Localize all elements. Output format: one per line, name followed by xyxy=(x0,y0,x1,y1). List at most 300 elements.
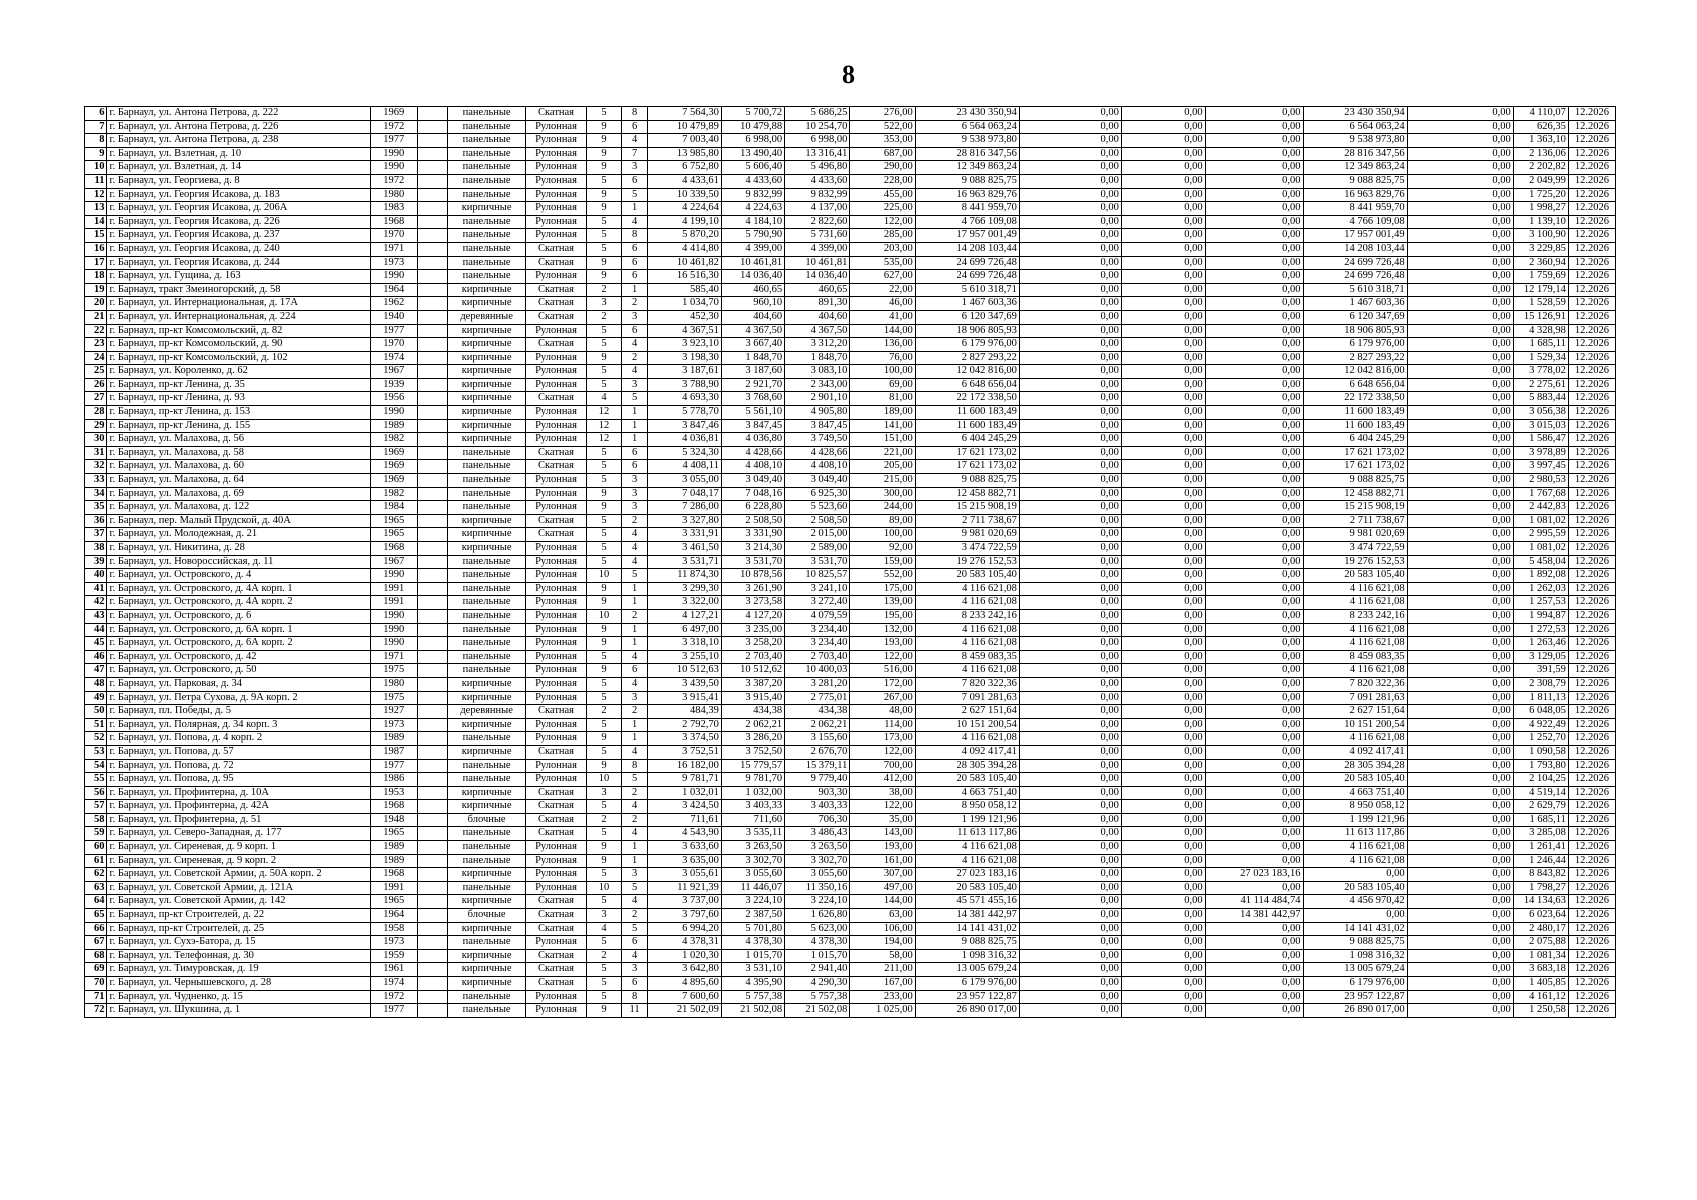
table-cell: Рулонная xyxy=(525,474,586,488)
table-cell: 1969 xyxy=(370,107,417,121)
table-cell: 5 xyxy=(621,392,648,406)
table-cell: 3 255,10 xyxy=(648,650,721,664)
table-cell: 6 404 245,29 xyxy=(915,433,1019,447)
table-cell: 0,00 xyxy=(1121,909,1205,923)
table-cell: 9 xyxy=(587,623,622,637)
table-cell: 0,00 xyxy=(1407,419,1513,433)
table-cell: 0,00 xyxy=(1205,977,1303,991)
table-cell: 0,00 xyxy=(1121,188,1205,202)
table-cell: 6 752,80 xyxy=(648,161,721,175)
table-cell: Рулонная xyxy=(525,161,586,175)
table-cell: 0,00 xyxy=(1019,609,1121,623)
table-cell: 1948 xyxy=(370,813,417,827)
table-cell: 6 xyxy=(621,664,648,678)
table-cell: 1927 xyxy=(370,705,417,719)
table-cell: 12.2026 xyxy=(1568,759,1615,773)
table-cell: 1 139,10 xyxy=(1513,215,1568,229)
table-row xyxy=(85,324,1616,338)
table-cell xyxy=(417,582,448,596)
table-cell: 5 xyxy=(587,338,622,352)
table-cell: панельные xyxy=(448,446,526,460)
table-cell xyxy=(417,351,448,365)
table-cell: 0,00 xyxy=(1121,800,1205,814)
table-cell: 9 088 825,75 xyxy=(915,174,1019,188)
table-cell: 5 xyxy=(587,677,622,691)
table-cell: 2 629,79 xyxy=(1513,800,1568,814)
table-cell: 0,00 xyxy=(1121,107,1205,121)
table-cell: Рулонная xyxy=(525,868,586,882)
table-cell: 2 480,17 xyxy=(1513,922,1568,936)
table-row xyxy=(85,419,1616,433)
table-cell: 28 305 394,28 xyxy=(1303,759,1407,773)
table-cell: 267,00 xyxy=(850,691,915,705)
table-cell: 0,00 xyxy=(1121,256,1205,270)
table-cell xyxy=(417,446,448,460)
table-cell: 0,00 xyxy=(1205,963,1303,977)
table-cell: 12.2026 xyxy=(1568,446,1615,460)
table-cell: 290,00 xyxy=(850,161,915,175)
table-cell: 0,00 xyxy=(1407,813,1513,827)
table-cell: 193,00 xyxy=(850,841,915,855)
table-cell: 1 363,10 xyxy=(1513,134,1568,148)
table-cell: панельные xyxy=(448,609,526,623)
table-cell: Скатная xyxy=(525,528,586,542)
table-cell: 0,00 xyxy=(1205,474,1303,488)
table-cell: 54 xyxy=(85,759,107,773)
table-cell: Скатная xyxy=(525,283,586,297)
table-cell: 10 461,81 xyxy=(785,256,850,270)
table-cell: 10 512,63 xyxy=(648,664,721,678)
table-cell: 0,00 xyxy=(1205,378,1303,392)
table-cell: 0,00 xyxy=(1407,514,1513,528)
table-cell: 203,00 xyxy=(850,242,915,256)
table-row xyxy=(85,854,1616,868)
table-cell: 0,00 xyxy=(1205,677,1303,691)
table-row xyxy=(85,378,1616,392)
table-row xyxy=(85,161,1616,175)
table-cell: 244,00 xyxy=(850,501,915,515)
table-cell: 3 424,50 xyxy=(648,800,721,814)
table-cell xyxy=(417,677,448,691)
table-cell: 13 985,80 xyxy=(648,147,721,161)
table-cell: 0,00 xyxy=(1407,868,1513,882)
table-cell: 12.2026 xyxy=(1568,338,1615,352)
table-cell: 17 957 001,49 xyxy=(1303,229,1407,243)
table-cell: 4 127,21 xyxy=(648,609,721,623)
table-cell: г. Барнаул, ул. Петра Сухова, д. 9А корп. 2 xyxy=(107,691,370,705)
table-cell: г. Барнаул, пр-кт Ленина, д. 93 xyxy=(107,392,370,406)
table-cell: 29 xyxy=(85,419,107,433)
table-cell: 3 258,20 xyxy=(721,637,784,651)
table-cell: 61 xyxy=(85,854,107,868)
table-cell: 4 328,98 xyxy=(1513,324,1568,338)
table-cell: 144,00 xyxy=(850,895,915,909)
table-cell: 455,00 xyxy=(850,188,915,202)
table-cell: 22,00 xyxy=(850,283,915,297)
table-cell: 3 847,45 xyxy=(785,419,850,433)
table-cell: деревянные xyxy=(448,310,526,324)
table-cell: 1 811,13 xyxy=(1513,691,1568,705)
table-cell: 0,00 xyxy=(1019,841,1121,855)
table-cell: 6 xyxy=(621,446,648,460)
table-cell: 0,00 xyxy=(1121,650,1205,664)
table-cell: 3 752,50 xyxy=(721,745,784,759)
table-row xyxy=(85,215,1616,229)
table-cell: 1 848,70 xyxy=(785,351,850,365)
table-cell xyxy=(417,161,448,175)
table-cell: 0,00 xyxy=(1205,555,1303,569)
table-cell: г. Барнаул, ул. Малахова, д. 64 xyxy=(107,474,370,488)
table-cell: 8 459 083,35 xyxy=(915,650,1019,664)
table-cell: 0,00 xyxy=(1205,773,1303,787)
table-cell: 9 xyxy=(587,202,622,216)
table-cell: 4 408,11 xyxy=(648,460,721,474)
table-cell: 25 xyxy=(85,365,107,379)
table-cell: 58,00 xyxy=(850,949,915,963)
table-cell: 1977 xyxy=(370,1004,417,1018)
table-cell: г. Барнаул, ул. Попова, д. 95 xyxy=(107,773,370,787)
table-cell: 7 286,00 xyxy=(648,501,721,515)
table-cell: 0,00 xyxy=(1019,310,1121,324)
table-row xyxy=(85,637,1616,651)
table-cell: 215,00 xyxy=(850,474,915,488)
table-cell: Рулонная xyxy=(525,147,586,161)
table-row xyxy=(85,909,1616,923)
table-cell: 2 xyxy=(621,909,648,923)
table-cell: 1986 xyxy=(370,773,417,787)
table-cell: 1958 xyxy=(370,922,417,936)
table-cell xyxy=(417,283,448,297)
table-cell: 0,00 xyxy=(1407,202,1513,216)
table-cell: 1 250,58 xyxy=(1513,1004,1568,1018)
table-cell: 4 xyxy=(621,800,648,814)
table-row xyxy=(85,120,1616,134)
table-cell xyxy=(417,841,448,855)
table-cell: 23 957 122,87 xyxy=(915,990,1019,1004)
table-cell: 1 892,08 xyxy=(1513,569,1568,583)
table-cell: 4 367,51 xyxy=(648,324,721,338)
table-cell: 891,30 xyxy=(785,297,850,311)
table-cell: 28 816 347,56 xyxy=(1303,147,1407,161)
table-cell: 0,00 xyxy=(1121,990,1205,1004)
table-cell: г. Барнаул, ул. Взлетная, д. 14 xyxy=(107,161,370,175)
table-cell: 5 xyxy=(587,446,622,460)
table-cell: 4 116 621,08 xyxy=(915,623,1019,637)
table-cell: 1990 xyxy=(370,147,417,161)
table-cell: г. Барнаул, ул. Профинтерна, д. 42А xyxy=(107,800,370,814)
table-cell: 0,00 xyxy=(1205,786,1303,800)
table-cell: 0,00 xyxy=(1019,569,1121,583)
table-cell: 8 441 959,70 xyxy=(1303,202,1407,216)
table-cell: 516,00 xyxy=(850,664,915,678)
table-cell: 0,00 xyxy=(1205,827,1303,841)
table-cell: 0,00 xyxy=(1121,215,1205,229)
table-cell: 6 048,05 xyxy=(1513,705,1568,719)
table-cell: 1975 xyxy=(370,664,417,678)
table-cell: 2 015,00 xyxy=(785,528,850,542)
table-cell: Рулонная xyxy=(525,202,586,216)
table-cell xyxy=(417,854,448,868)
table-cell: Скатная xyxy=(525,909,586,923)
table-cell: г. Барнаул, ул. Малахова, д. 69 xyxy=(107,487,370,501)
table-cell: Скатная xyxy=(525,256,586,270)
table-cell: 1989 xyxy=(370,854,417,868)
table-cell: г. Барнаул, ул. Новороссийская, д. 11 xyxy=(107,555,370,569)
table-cell: кирпичные xyxy=(448,338,526,352)
table-cell: 1991 xyxy=(370,881,417,895)
table-cell: 3 234,40 xyxy=(785,623,850,637)
table-cell: 205,00 xyxy=(850,460,915,474)
table-cell: 5 xyxy=(621,773,648,787)
table-cell: 0,00 xyxy=(1407,351,1513,365)
table-cell: 12.2026 xyxy=(1568,392,1615,406)
table-cell: 0,00 xyxy=(1407,800,1513,814)
table-cell: 233,00 xyxy=(850,990,915,1004)
table-cell: 13 005 679,24 xyxy=(1303,963,1407,977)
table-cell: 3 788,90 xyxy=(648,378,721,392)
table-cell: 69,00 xyxy=(850,378,915,392)
table-cell: 1969 xyxy=(370,474,417,488)
table-cell: 0,00 xyxy=(1205,922,1303,936)
table-cell: 9 088 825,75 xyxy=(915,936,1019,950)
table-cell: 1 529,34 xyxy=(1513,351,1568,365)
table-cell: 0,00 xyxy=(1407,705,1513,719)
table-cell: 0,00 xyxy=(1019,406,1121,420)
table-cell: 132,00 xyxy=(850,623,915,637)
table-cell: 0,00 xyxy=(1019,460,1121,474)
table-cell xyxy=(417,936,448,950)
table-row xyxy=(85,501,1616,515)
table-cell: 3 531,70 xyxy=(785,555,850,569)
table-cell: 4 116 621,08 xyxy=(1303,582,1407,596)
table-cell: 11 874,30 xyxy=(648,569,721,583)
table-cell: 4 110,07 xyxy=(1513,107,1568,121)
table-cell: Рулонная xyxy=(525,555,586,569)
table-cell: 14 141 431,02 xyxy=(915,922,1019,936)
table-cell: 0,00 xyxy=(1019,759,1121,773)
table-cell: 3 224,10 xyxy=(721,895,784,909)
table-cell: 19 276 152,53 xyxy=(1303,555,1407,569)
table-cell: г. Барнаул, ул. Сухэ-Батора, д. 15 xyxy=(107,936,370,950)
table-cell: 2 941,40 xyxy=(785,963,850,977)
table-cell: 12.2026 xyxy=(1568,732,1615,746)
table-cell: 0,00 xyxy=(1205,202,1303,216)
table-cell: 0,00 xyxy=(1019,977,1121,991)
table-cell: 9 981 020,69 xyxy=(1303,528,1407,542)
table-cell: г. Барнаул, ул. Короленко, д. 62 xyxy=(107,365,370,379)
table-cell: 585,40 xyxy=(648,283,721,297)
table-cell: 0,00 xyxy=(1121,134,1205,148)
table-cell: 0,00 xyxy=(1407,528,1513,542)
table-cell: 3 642,80 xyxy=(648,963,721,977)
table-cell: 1971 xyxy=(370,650,417,664)
table-cell: 12.2026 xyxy=(1568,854,1615,868)
table-body xyxy=(85,107,1616,1018)
table-cell: 3 847,45 xyxy=(721,419,784,433)
table-cell: 0,00 xyxy=(1019,283,1121,297)
table-cell: 40 xyxy=(85,569,107,583)
table-cell: 0,00 xyxy=(1407,582,1513,596)
table-cell: 139,00 xyxy=(850,596,915,610)
table-cell: 1974 xyxy=(370,351,417,365)
table-cell: 4 xyxy=(621,542,648,556)
table-cell: Скатная xyxy=(525,514,586,528)
table-cell: 15 379,11 xyxy=(785,759,850,773)
table-cell: 26 890 017,00 xyxy=(915,1004,1019,1018)
table-cell: г. Барнаул, ул. Чернышевского, д. 28 xyxy=(107,977,370,991)
table-cell: г. Барнаул, ул. Малахова, д. 122 xyxy=(107,501,370,515)
table-cell: 122,00 xyxy=(850,745,915,759)
table-cell: 9 088 825,75 xyxy=(1303,474,1407,488)
table-row xyxy=(85,392,1616,406)
table-cell: 0,00 xyxy=(1407,174,1513,188)
table-cell: 12.2026 xyxy=(1568,297,1615,311)
table-cell: 10 254,70 xyxy=(785,120,850,134)
table-cell: 0,00 xyxy=(1121,460,1205,474)
table-cell: 14 381 442,97 xyxy=(1205,909,1303,923)
table-cell: 43 xyxy=(85,609,107,623)
table-cell: панельные xyxy=(448,256,526,270)
table-cell: 12 458 882,71 xyxy=(1303,487,1407,501)
table-row xyxy=(85,759,1616,773)
table-cell: 3 667,40 xyxy=(721,338,784,352)
table-cell: 68 xyxy=(85,949,107,963)
table-cell: 12.2026 xyxy=(1568,256,1615,270)
table-cell: 1964 xyxy=(370,283,417,297)
table-cell: 0,00 xyxy=(1121,324,1205,338)
table-cell: 3 635,00 xyxy=(648,854,721,868)
table-cell: 3 056,38 xyxy=(1513,406,1568,420)
table-cell xyxy=(417,406,448,420)
table-cell: 0,00 xyxy=(1121,1004,1205,1018)
table-cell: 8 xyxy=(621,107,648,121)
table-cell: 4 xyxy=(621,134,648,148)
table-cell: 12.2026 xyxy=(1568,841,1615,855)
table-cell: 0,00 xyxy=(1407,555,1513,569)
table-cell: 0,00 xyxy=(1407,474,1513,488)
table-cell xyxy=(417,759,448,773)
table-cell xyxy=(417,773,448,787)
table-cell xyxy=(417,949,448,963)
table-cell: 5 610 318,71 xyxy=(1303,283,1407,297)
table-cell: Рулонная xyxy=(525,378,586,392)
table-cell: 0,00 xyxy=(1121,745,1205,759)
table-row xyxy=(85,446,1616,460)
table-row xyxy=(85,596,1616,610)
table-cell: 9 xyxy=(587,1004,622,1018)
table-cell: 285,00 xyxy=(850,229,915,243)
table-cell: 3 xyxy=(621,474,648,488)
table-cell: 0,00 xyxy=(1121,161,1205,175)
table-cell: 0,00 xyxy=(1407,949,1513,963)
table-cell: 4 092 417,41 xyxy=(1303,745,1407,759)
table-cell: 6 404 245,29 xyxy=(1303,433,1407,447)
table-cell xyxy=(417,174,448,188)
table-cell: 0,00 xyxy=(1205,107,1303,121)
table-cell: кирпичные xyxy=(448,365,526,379)
table-cell: 4 137,00 xyxy=(785,202,850,216)
table-cell: 0,00 xyxy=(1019,378,1121,392)
table-cell xyxy=(417,188,448,202)
table-cell: 12.2026 xyxy=(1568,786,1615,800)
table-cell: 0,00 xyxy=(1019,215,1121,229)
table-row xyxy=(85,229,1616,243)
table-cell: 69 xyxy=(85,963,107,977)
table-cell: 12.2026 xyxy=(1568,650,1615,664)
table-cell: 12.2026 xyxy=(1568,528,1615,542)
table-row xyxy=(85,949,1616,963)
table-cell: 4 378,30 xyxy=(785,936,850,950)
table-cell: 3 847,46 xyxy=(648,419,721,433)
table-cell: панельные xyxy=(448,555,526,569)
table-cell xyxy=(417,338,448,352)
table-cell: кирпичные xyxy=(448,718,526,732)
table-cell xyxy=(417,365,448,379)
table-cell: 4 766 109,08 xyxy=(1303,215,1407,229)
table-cell: 0,00 xyxy=(1121,297,1205,311)
table-cell: 23 430 350,94 xyxy=(915,107,1019,121)
table-cell: 5 xyxy=(587,474,622,488)
table-cell: 6 925,30 xyxy=(785,487,850,501)
table-cell: 3 129,05 xyxy=(1513,650,1568,664)
table-cell: 4 378,31 xyxy=(648,936,721,950)
table-cell: 5 xyxy=(587,990,622,1004)
table-cell: 4 116 621,08 xyxy=(915,637,1019,651)
table-cell: Рулонная xyxy=(525,990,586,1004)
table-cell: 0,00 xyxy=(1019,949,1121,963)
table-cell: 2 075,88 xyxy=(1513,936,1568,950)
table-cell: 9 779,40 xyxy=(785,773,850,787)
table-cell: 0,00 xyxy=(1407,297,1513,311)
table-cell: 3 474 722,59 xyxy=(1303,542,1407,556)
table-cell: 8 233 242,16 xyxy=(915,609,1019,623)
table-cell: 23 xyxy=(85,338,107,352)
table-cell: 412,00 xyxy=(850,773,915,787)
table-cell: 3 055,00 xyxy=(648,474,721,488)
table-cell: 8 950 058,12 xyxy=(1303,800,1407,814)
table-cell: 0,00 xyxy=(1121,922,1205,936)
table-cell: 12 042 816,00 xyxy=(915,365,1019,379)
table-cell: 21 502,08 xyxy=(785,1004,850,1018)
table-cell: 0,00 xyxy=(1205,990,1303,1004)
table-cell: 23 957 122,87 xyxy=(1303,990,1407,1004)
table-cell: 3 xyxy=(621,501,648,515)
table-cell: Рулонная xyxy=(525,134,586,148)
table-cell: 3 302,70 xyxy=(721,854,784,868)
table-cell: 12.2026 xyxy=(1568,419,1615,433)
table-cell: 1956 xyxy=(370,392,417,406)
table-cell xyxy=(417,623,448,637)
table-cell: 12.2026 xyxy=(1568,609,1615,623)
table-cell: 66 xyxy=(85,922,107,936)
table-cell: 10 479,88 xyxy=(721,120,784,134)
table-cell: г. Барнаул, ул. Островского, д. 4А корп. 1 xyxy=(107,582,370,596)
table-cell: Рулонная xyxy=(525,229,586,243)
table-cell: 10 461,82 xyxy=(648,256,721,270)
table-cell: 391,59 xyxy=(1513,664,1568,678)
table-cell: 0,00 xyxy=(1205,270,1303,284)
table-cell: 3 531,10 xyxy=(721,963,784,977)
table-cell: г. Барнаул, ул. Профинтерна, д. 51 xyxy=(107,813,370,827)
table-cell: 0,00 xyxy=(1121,474,1205,488)
table-cell: 12.2026 xyxy=(1568,215,1615,229)
table-cell: 0,00 xyxy=(1019,474,1121,488)
table-cell: 0,00 xyxy=(1205,936,1303,950)
table-cell: кирпичные xyxy=(448,406,526,420)
table-cell: 5 xyxy=(587,895,622,909)
table-cell: 3 263,50 xyxy=(785,841,850,855)
table-cell: кирпичные xyxy=(448,283,526,297)
